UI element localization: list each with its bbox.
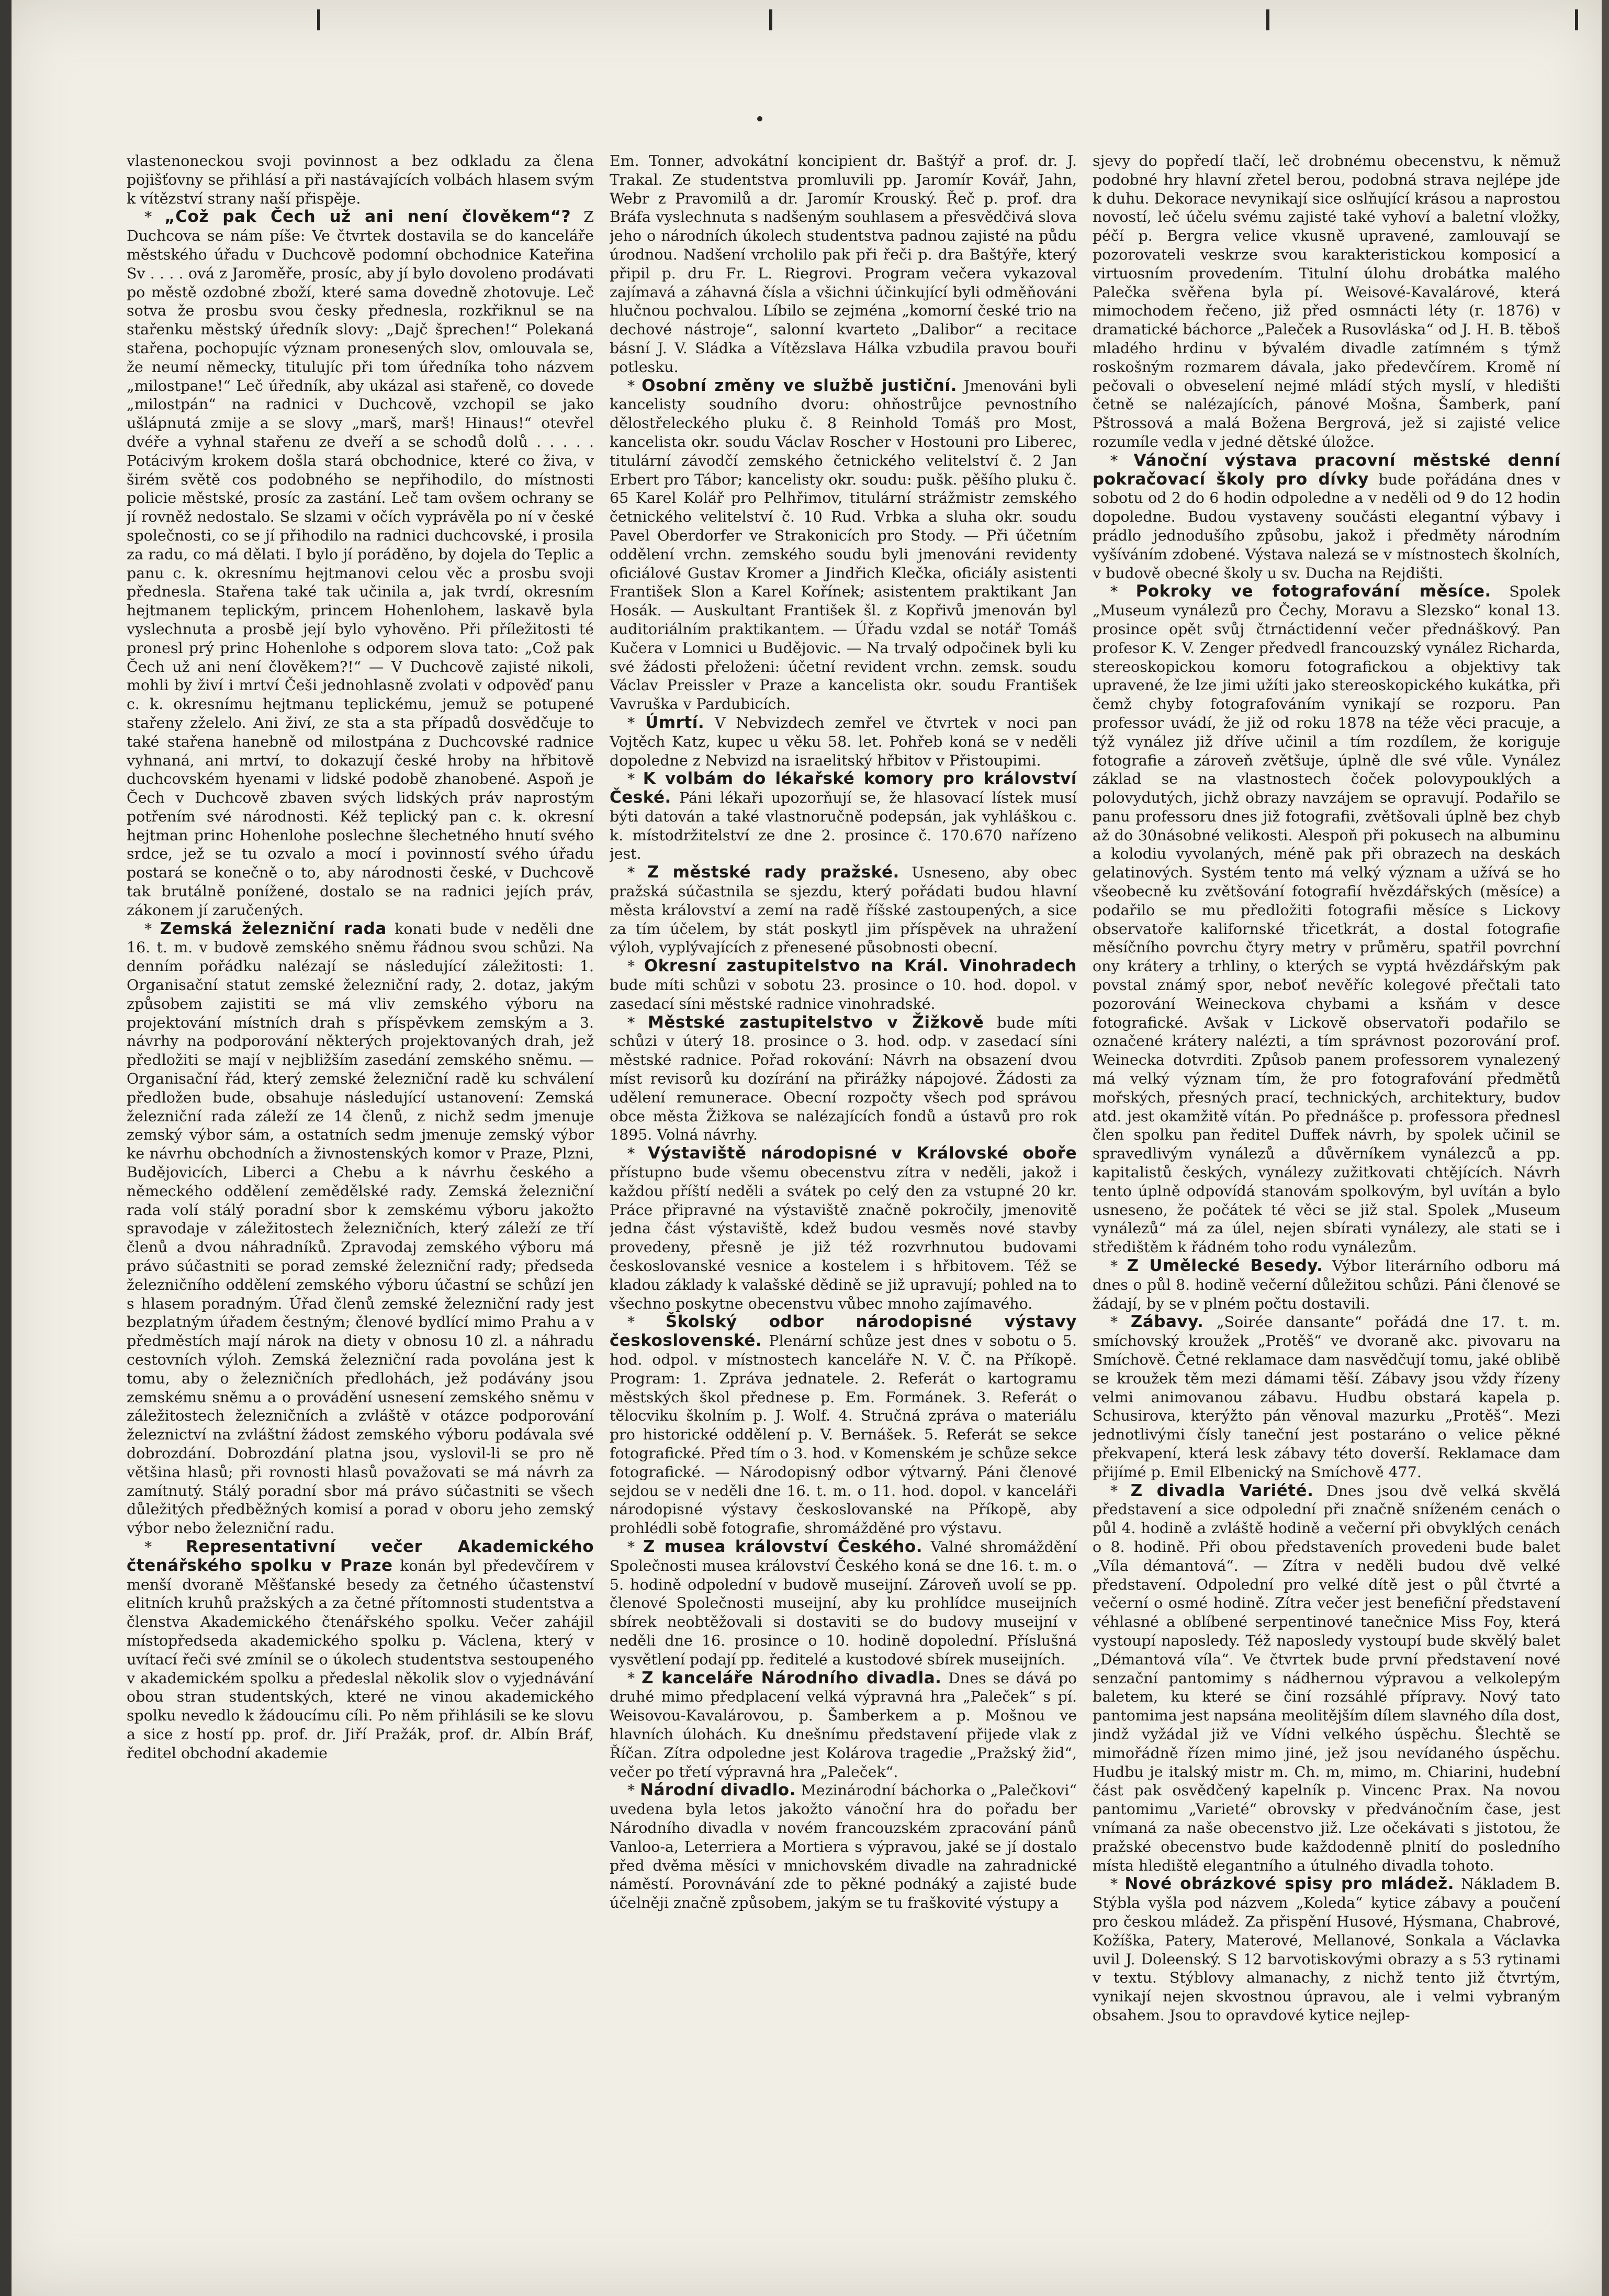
article-paragraph	[127, 152, 594, 208]
article-text: Výbor literárního odboru má dnes o půl 8. hodině večerní důležitou schůzi. Páni členové se žádají, by se v plném počtu dostavili.	[1093, 1257, 1560, 1312]
article-text: Páni lékaři upozorňují se, že hlasovací lístek musí býti datován a také vlastnoručně podepsán, jak vyhláškou c. k. místodržitelství ze dne 2. prosince č. 170.670 nařízeno jest.	[610, 789, 1077, 863]
article-paragraph: * Úmrtí. V Nebvizdech zemřel ve čtvrtek v noci pan Vojtěch Katz, kupec u věku 58. let. Pohřeb koná se v neděli dopoledne z Nebvizd na israelitský hřbitov v Přistoupimi.	[610, 713, 1077, 769]
article-heading: Zábavy.	[1130, 1312, 1204, 1332]
article-paragraph: * Z městské rady pražské. Usneseno, aby obec pražská súčastnila se sjezdu, který pořádati budou hlavní města království a zemí na radě říšské zastoupených, a sice za tím účelem, by stát poskytl jim příspěvek na uhražení výloh, vyplývajících z přenesené působnosti obecní.	[610, 863, 1077, 956]
article-paragraph: * Osobní změny ve službě justiční. Jmenováni byli kancelisty soudního dvoru: ohňostrůjce pevnostního dělostřeleckého pluku č. 8 Reinhold Tomáš pro Most, kancelista okr. soudu Václav Roscher v Hostouni pro Liberec, titulární závodčí zemského četnického velitelství č. 2 Jan Erbert pro Tábor; kancelisty okr. soudu: pušk. pěšího pluku č. 65 Karel Kolář pro Pelhřimov, titulární strážmistr zemského četnického velitelství č. 10 Rud. Vrbka a sluha okr. soudu Pavel Oberdorfer ve Strakonicích pro Stody. — Při účetním oddělení vrchn. zemského soudu byli jmenováni revidenty oficiálové Gustav Kromer a Jindřich Klečka, oficiály asistenti František Slon a Karel Kořínek; asistentem praktikant Jan Hosák. — Auskultant František šl. z Kopřivů jmenován byl auditoriálním praktikantem. — Úřadu vzdal se notář Tomáš Kučera v Lomnici u Budějovic. — Na trvalý odpočinek byli ku své žádosti přeloženi: účetní revident vrchn. zemsk. soudu Václav Preissler v Praze a kancelista okr. soudu František Vavruška v Pardubicích.	[610, 376, 1077, 713]
article-heading: Městské zastupitelstvo v Žižkově	[648, 1012, 984, 1032]
article-text: vlastenoneckou svoji povinnost a bez odkladu za člena pojišťovny se přihlásí a při nastávajících volbách hlasem svým k vítězství strany naší přispěje.	[127, 152, 594, 207]
article-paragraph: * Zábavy. „Soirée dansante“ pořádá dne 17. t. m. smíchovský kroužek „Protěš“ ve dvoraně akc. pivovaru na Smíchově. Četné reklamace dam nasvědčují tomu, jaké oblibě se kroužek těm mezi dámami těší. Zábavy jsou vždy řízeny velmi animovanou zábavu. Hudbu obstará kapela p. Schusirova, kterýžto pán věnoval mazurku „Protěš“. Mezi jednotlivými čísly taneční jest postaráno o velice pěkné překvapení, která lesk zábavy této doverší. Reklamace dam přijímé p. Emil Elbenický na Smíchově 477.	[1093, 1312, 1560, 1481]
article-heading: Representativní večer Akademického čtenářského spolku v Praze	[127, 1537, 594, 1575]
article-paragraph: * Výstaviště národopisné v Královské oboře přístupno bude všemu obecenstvu zítra v neděli, jakož i každou příští neděli a svátek po celý den za vstupné 20 kr. Práce připravné na výstaviště značně pokročily, jmenovitě jedna část výstaviště, kdež budou vesměs nové stavby provedeny, přesně je již též rozvrhnutou budovami českoslovanské vesnice a kostelem i s hřbitovem. Též se kladou základy k valašské dědině se již upravují; pohled na to všechno poskytne obecenstvu vůbec mnoho zajímavého.	[610, 1144, 1077, 1312]
column-middle	[610, 152, 1077, 2232]
article-heading: Z kanceláře Národního divadla.	[642, 1668, 942, 1687]
article-text: bude míti schůzi v úterý 18. prosince o 3. hod. odp. v zasedací síni městské radnice. Pořad rokování: Návrh na obsazení dvou míst revisorů ku dozírání na přirážky nápojové. Žádosti za udělení remunerace. Obecní rozpočty všech pod správou obce města Žižkova se nalézajících fondů a ústavů pro rok 1895. Volná návrhy.	[610, 1014, 1077, 1144]
article-heading: Vánoční výstava pracovní městské denní pokračovací školy pro dívky	[1093, 451, 1560, 489]
article-heading: K volbám do lékařské komory pro království České.	[610, 769, 1077, 807]
article-paragraph: * „Což pak Čech už ani není člověkem“? Z Duchcova se nám píše: Ve čtvrtek dostavila se do kanceláře městského úřadu v Duchcově podomní obchodnice Kateřina Sv . . . . ová z Jaroměře, prosíc, aby jí bylo dovoleno prodávati po městě ozdobné zboží, které sama dovedně zhotovuje. Leč sotva že prosbu svou česky přednesla, rozkřiknul se na stařenku městský úředník slovy: „Dajč šprechen!“ Polekaná stařena, pochopujíc význam pronesených slov, omlouvala se, že neumí německy, titulujíc při tom úředníka toho názvem „milostpane!“ Leč úředník, aby ukázal asi stařeně, co dovede „milostpán“ na radnici v Duchcově, vzchopil se jako ušlápnutá zmije a se slovy „marš, marš! Hinaus!“ otevřel dvéře a vyhnal stařenu ze dveří a se schodů dolů . . . . . Potácivým krokem došla stará obchodnice, které co živa, v širém světě cos podobného se nepřihodilo, do místnosti policie městské, prosíc za zastání. Leč tam ovšem ochrany se jí rovněž nedostalo. Se slzami v očích vyprávěla po ní v české společnosti, co se jí přihodilo na radnici duchcovské, i prosila za radu, co má dělati. I bylo jí poráděno, by dojela do Teplic a panu c. k. okresnímu hejtmanovi celou věc a prosbu svoji přednesla. Stařena také tak učinila a, jak tvrdí, okresním hejtmanem teplickým, princem Hohenlohem, laskavě byla vyslechnuta a prosbě její bylo vyhověno. Při příležitosti té pronesl prý princ Hohenlohe s odporem slova tato: „Což pak Čech už ani není člověkem?!“ — V Duchcově zajisté nikoli, mohli by živí i mrtví Češi jednohlasně zvolati v odpověď panu c. k. okresnímu hejtmanu teplickému, jemuž se potupené stařeny zželelo. Ani živí, ze sta a sta případů dosvědčuje to také stařena hanebně od milostpána z Duchcovské radnice vyhnaná, ani mrtví, to dokazují české hroby na hřbitově duchcovském hyenami v lidské podobě zhanobené. Aspoň je Čech v Duchcově zbaven svých lidských práv naprostým potřením své národnosti. Kéž teplický pan c. k. okresní hejtman princ Hohenlohe poslechne šlechetného hnutí svého srdce, jež se tu ozvalo a mocí i povinností svého úřadu postará se konečně o to, aby národnosti české, v Duchcově tak brutálně ponížené, dostalo se na radnici jejích práv, zákonem jí zaručených.	[127, 207, 594, 919]
article-text: bude míti schůzi v sobotu 23. prosince o 10. hod. dopol. v zasedací síni městské radnice vinohradské.	[610, 976, 1077, 1012]
article-text: „Soirée dansante“ pořádá dne 17. t. m. smíchovský kroužek „Protěš“ ve dvoraně akc. pivovaru na Smíchově. Četné reklamace dam nasvědčují tomu, jaké oblibě se kroužek těm mezi dámami těší. Zábavy jsou vždy řízeny velmi animovanou zábavu. Hudbu obstará kapela p. Schusirova, kterýžto pán věnoval mazurku „Protěš“. Mezi jednotlivými čísly taneční jest postaráno o velice pěkné překvapení, která lesk zábavy této doverší. Reklamace dam přijímé p. Emil Elbenický na Smíchově 477.	[1093, 1313, 1560, 1481]
article-paragraph	[1093, 152, 1560, 452]
article-paragraph: * Pokroky ve fotografování měsíce. Spolek „Museum vynálezů pro Čechy, Moravu a Slezsko“ konal 13. prosince opět svůj čtrnáctidenní večer přednáškový. Pan profesor K. V. Zenger předvedl francouzský vynález Richarda, stereoskopickou komoru fotografickou a objektivy tak upravené, že lze jimi užíti jako stereoskopického kukátka, při čemž chyby fotografováním vynikají se rozporu. Pan professor uvádí, že již od roku 1878 na téže věci pracuje, a týž vynález již dříve učinil a tím rozdílem, že koriguje fotografie a zároveň zvětšuje, úplně dle své vůle. Vynález základ se na vlastnostech čoček polovypouklých a polovydutých, jichž obrazy navzájem se opravují. Podařilo se panu professoru dnes již fotografii, zvětšovali úplně bez chyb až do 30násobné velikosti. Alespoň při pokusech na albuminu a kolodiu vyvolaných, méně pak při obrazech na deskách gelatinových. Systém tento má velký význam a užívá se ho všeobecně ku zvětšování fotografií hvězdářských (měsíce) a podařilo se mu předložiti fotografii měsíce s Lickovy observatoře kalifornské třicetkrát, a dostal fotografie měsíčního povrchu čtyry metry v průměru, spatřil povrchní ony krátery a trhliny, o kterých se vyptá hvězdářským pak povstal známý spor, neboť nevěříc kolegové přečtali tato pozorování Weineckova chybami a ksňám v desce fotografické. Avšak v Lickově observatoři podařilo se označené krátery nalézti, a tím správnost pozorování prof. Weinecka dotvrditi. Způsob panem professorem vynalezený má velký význam tím, že pro fotografování předmětů mořských, přesných prací, technických, architektury, budov atd. jest okamžitě vítán. Po přednášce p. professora přednesl člen spolku pan ředitel Duffek návrh, by spolek učinil se spravedlivým vynálezů a důvěrníkem vynálezců a pp. kapitalistů českých, vynálezy zužitkovati chtějících. Návrh tento úplně odpovídá stanovám spolkovým, byl uvítán a bylo usneseno, že počátek té věci se již stal. Spolek „Museum vynálezů“ má za úlel, nejen sbírati vynálezy, ale stati se i středištěm k řádném toho rodu vynálezům.	[1093, 582, 1560, 1256]
article-text: Em. Tonner, advokátní koncipient dr. Baštýř a prof. dr. J. Trakal. Ze studentstva promluvili pp. Jaromír Kovář, Jahn, Webr z Pravomilů a dr. Jaromír Krouský. Řeč p. prof. dra Bráfa vyslechnuta s nadšeným souhlasem a přesvědčivá slova jeho o národních úkolech studentstva padnou zajisté na půdu úrodnou. Nadšení vrcholilo pak při řeči p. dra Baštýře, který připil p. dru Fr. L. Riegrovi. Program večera vykazoval zajímavá a záhavná čísla a všichni účinkující byli odměňováni hlučnou pochvalou. Líbilo se zejména „komorní české trio na dechové nástroje“, salonní kvarteto „Dalibor“ a recitace básní J. V. Sládka a Vítězslava Hálka vzbudila pravou bouři potlesku.	[610, 152, 1077, 376]
scan-mark	[1266, 9, 1269, 30]
article-text: konati bude v neděli dne 16. t. m. v budově zemského sněmu řádnou svou schůzi. Na denním pořádku nalézají se následující záležitosti: 1. Organisační statut zemské železniční rady, 2. dotaz, jakým způsobem zajistiti se má vliv zemského výboru na projektování místních drah s příspěvkem zemským a 3. návrhy na podporování některých projektovaných drah, jež předložiti se mají v nejbližším zasedání zemského sněmu. — Organisační řád, který zemské železniční radě ku schválení předložen bude, obsahuje následující ustanovení: Zemská železniční rada záleží ze 14 členů, z nichž sedm jmenuje zemský výbor sám, a ostatních sedm jmenuje zemský výbor ke návrhu obchodních a živnostenských komor v Praze, Plzni, Budějovicích, Liberci a Chebu a k návrhu českého a německého oddělení zemědělské rady. Zemská železniční rada volí stálý poradní sbor k zemskému výboru jakožto spravodaje v záležitostech železničních, který záleží ze tří členů a dvou náhradníků. Zpravodaj zemského výboru má právo súčastniti se porad zemské železniční rady; předseda železničního oddělení zemského výboru účastní se schůzí jen s hlasem poradným. Úřad členů zemské železniční rady jest bezplatným úřadem čestným; členové bydlící mimo Prahu a v předměstích mají nárok na diety v obnosu 10 zl. a náhradu cestovních výloh. Zemská železniční rada povolána jest k tomu, aby o železničních předlohách, jež podávány jsou zemskému sněmu a o provádění usnesení zemského sněmu v záležitostech železničních a zvláště v otázce podporování železnictví na zvláštní žádost zemského výboru podávala své dobrozdání. Dobrozdání platna jsou, vyslovil-li se pro ně většina hlasů; při rovnosti hlasů považovati se má návrh za zamítnutý. Stálý poradní sbor má právo súčastniti se všech důležitých předběžných komisí a porad v oboru jeho zemský výbor nebo železniční radu.	[127, 920, 594, 1537]
article-paragraph: * Národní divadlo. Mezinárodní báchorka o „Palečkovi“ uvedena byla letos jakožto vánoční hra do pořadu ber Národního divadla v novém francouzském zpracování pánů Vanloo-a, Leterriera a Mortiera s výpravou, jaké se jí dostalo před dvěma měsíci v mnichovském divadle na zahradnické náměstí. Porovnávání zde to pěkné podnáký a zajisté bude účelněji značně způsobem, jakým se tu fraškovité výstupy a	[610, 1781, 1077, 1912]
article-text: Jmenováni byli kancelisty soudního dvoru: ohňostrůjce pevnostního dělostřeleckého pluku č. 8 Reinhold Tomáš pro Most, kancelista okr. soudu Václav Roscher v Hostouni pro Liberec, titulární závodčí zemského četnického velitelství č. 2 Jan Erbert pro Tábor; kancelisty okr. soudu: pušk. pěšího pluku č. 65 Karel Kolář pro Pelhřimov, titulární strážmistr zemského četnického velitelství č. 10 Rud. Vrbka a sluha okr. soudu Pavel Oberdorfer ve Strakonicích pro Stody. — Při účetním oddělení vrchn. zemského soudu byli jmenováni revidenty oficiálové Gustav Kromer a Jindřich Klečka, oficiály asistenti František Slon a Karel Kořínek; asistentem praktikant Jan Hosák. — Auskultant František šl. z Kopřivů jmenován byl auditoriálním praktikantem. — Úřadu vzdal se notář Tomáš Kučera v Lomnici u Budějovic. — Na trvalý odpočinek byli ku své žádosti přeloženi: účetní revident vrchn. zemsk. soudu Václav Preissler v Praze a kancelista okr. soudu František Vavruška v Pardubicích.	[610, 377, 1077, 713]
text-columns	[127, 152, 1560, 2232]
article-heading: Výstaviště národopisné v Královské oboře	[647, 1144, 1077, 1163]
scan-mark	[317, 9, 320, 30]
article-heading: Z musea království Českého.	[643, 1537, 923, 1556]
article-text: Z Duchcova se nám píše: Ve čtvrtek dostavila se do kanceláře městského úřadu v Duchcově podomní obchodnice Kateřina Sv . . . . ová z Jaroměře, prosíc, aby jí bylo dovoleno prodávati po městě ozdobné zboží, které sama dovedně zhotovuje. Leč sotva že prosbu svou česky přednesla, rozkřiknul se na stařenku městský úředník slovy: „Dajč šprechen!“ Polekaná stařena, pochopujíc význam pronesených slov, omlouvala se, že neumí německy, titulujíc při tom úředníka toho názvem „milostpane!“ Leč úředník, aby ukázal asi stařeně, co dovede „milostpán“ na radnici v Duchcově, vzchopil se jako ušlápnutá zmije a se slovy „marš, marš! Hinaus!“ otevřel dvéře a vyhnal stařenu ze dveří a se schodů dolů . . . . . Potácivým krokem došla stará obchodnice, které co živa, v širém světě cos podobného se nepřihodilo, do místnosti policie městské, prosíc za zastání. Leč tam ovšem ochrany se jí rovněž nedostalo. Se slzami v očích vyprávěla po ní v české společnosti, co se jí přihodilo na radnici duchcovské, i prosila za radu, co má dělati. I bylo jí poráděno, by dojela do Teplic a panu c. k. okresnímu hejtmanovi celou věc a prosbu svoji přednesla. Stařena také tak učinila a, jak tvrdí, okresním hejtmanem teplickým, princem Hohenlohem, laskavě byla vyslechnuta a prosbě její bylo vyhověno. Při příležitosti té pronesl prý princ Hohenlohe s odporem slova tato: „Což pak Čech už ani není člověkem?!“ — V Duchcově zajisté nikoli, mohli by živí i mrtví Češi jednohlasně zvolati v odpověď panu c. k. okresnímu hejtmanu teplickému, jemuž se potupené stařeny zželelo. Ani živí, ze sta a sta případů dosvědčuje to také stařena hanebně od milostpána z Duchcovské radnice vyhnaná, ani mrtví, to dokazují české hroby na hřbitově duchcovském hyenami v lidské podobě zhanobené. Aspoň je Čech v Duchcově zbaven svých lidských práv naprostým potřením své národnosti. Kéž teplický pan c. k. okresní hejtman princ Hohenlohe poslechne šlechetného hnutí svého srdce, jež se tu ozvalo a mocí i povinností svého úřadu postará se konečně o to, aby národnosti české, v Duchcově tak brutálně ponížené, dostalo se na radnici jejích práv, zákonem jí zaručených.	[127, 208, 594, 919]
scan-edge-left	[0, 0, 12, 2296]
article-heading: Z divadla Variété.	[1130, 1481, 1314, 1500]
print-dot	[757, 116, 762, 121]
article-text: Usneseno, aby obec pražská súčastnila se sjezdu, který pořádati budou hlavní města království a zemí na radě říšské zastoupených, a sice za tím účelem, by stát poskytl jim příspěvek na uhražení výloh, vyplývajících z přenesené působnosti obecní.	[610, 864, 1077, 956]
article-heading: Okresní zastupitelstvo na Král. Vinohradech	[644, 956, 1077, 976]
article-text: Valné shromáždění Společnosti musea království Českého koná se dne 16. t. m. o 5. hodině odpolední v budově museijní. Zároveň uvolí se pp. členové Společnosti museijní, aby ku prohlídce museijních sbírek neobtěžovali si dostaviti se do budovy museijní v neděli dne 16. prosince o 10. hodině dopolední. Příslušná vysvětlení podají pp. ředitelé a kustodové sbírek museijních.	[610, 1538, 1077, 1668]
article-paragraph: * Representativní večer Akademického čtenářského spolku v Praze konán byl předevčírem v menší dvoraně Měšťanské besedy za četného účastenství elitních kruhů pražských a za četné přítomnosti studentstva a členstva Akademického čtenářského spolku. Večer zahájil místopředseda akademického spolku p. Václena, který v uvítací řeči své zmínil se o úkolech studentstva sestoupeného v akademickém spolku a předeslal několik slov o vyjednávání obou stran studentských, které ne vinou akademického spolku nevedlo k žádoucímu cíli. Po něm přihlásili se ke slovu a sice z hostí pp. prof. dr. Jiří Pražák, prof. dr. Albín Bráf, ředitel obchodní akademie	[127, 1537, 594, 1762]
article-heading: Úmrtí.	[645, 713, 705, 732]
article-paragraph: * Z musea království Českého. Valné shromáždění Společnosti musea království Českého koná se dne 16. t. m. o 5. hodině odpolední v budově museijní. Zároveň uvolí se pp. členové Společnosti museijní, aby ku prohlídce museijních sbírek neobtěžovali si dostaviti se do budovy museijní v neděli dne 16. prosince o 10. hodině dopolední. Příslušná vysvětlení podají pp. ředitelé a kustodové sbírek museijních.	[610, 1537, 1077, 1668]
article-heading: Školský odbor národopisné výstavy československé.	[610, 1312, 1077, 1350]
scan-mark	[1575, 9, 1578, 30]
article-heading: Zemská železniční rada	[160, 919, 387, 938]
article-text: konán byl předevčírem v menší dvoraně Měšťanské besedy za četného účastenství elitních kruhů pražských a za četné přítomnosti studentstva a členstva Akademického čtenářského spolku. Večer zahájil místopředseda akademického spolku p. Václena, který v uvítací řeči své zmínil se o úkolech studentstva sestoupeného v akademickém spolku a předeslal několik slov o vyjednávání obou stran studentských, které ne vinou akademického spolku nevedlo k žádoucímu cíli. Po něm přihlásili se ke slovu a sice z hostí pp. prof. dr. Jiří Pražák, prof. dr. Albín Bráf, ředitel obchodní akademie	[127, 1557, 594, 1762]
article-paragraph: * Vánoční výstava pracovní městské denní pokračovací školy pro dívky bude pořádána dnes v sobotu od 2 do 6 hodin odpoledne a v neděli od 9 do 12 hodin dopoledne. Budou vystaveny součásti elegantní výbavy i prádlo jednodušího způsobu, jakož i předměty národním vyšíváním zdobené. Výstava nalezá se v místnostech školních, v budově obecné školy u sv. Ducha na Rejdišti.	[1093, 451, 1560, 582]
article-text: Plenární schůze jest dnes v sobotu o 5. hod. odpol. v místnostech kanceláře N. V. Č. na Příkopě. Program: 1. Zpráva jednatele. 2. Referát o kartogramu městských škol přednese p. Em. Formánek. 3. Referát o tělocviku školním p. J. Wolf. 4. Stručná zpráva o materiálu pro historické oddělení p. V. Bernášek. 5. Referát se sekce fotografické. Před tím o 3. hod. v Komenském je schůze sekce fotografické. — Národopisný odbor výtvarný. Páni členové sejdou se v neděli dne 16. t. m. o 11. hod. dopol. v kanceláři národopisné výstavy českoslovanské na Příkopě, aby prohlédli sobě fotografie, shromážděné pro výstavu.	[610, 1332, 1077, 1537]
article-paragraph: * Nové obrázkové spisy pro mládež. Nákladem B. Stýbla vyšla pod názvem „Koleda“ kytice zábavy a poučení pro českou mládež. Za přispění Husové, Hýsmana, Chabrové, Kožíška, Patery, Materové, Mellanové, Sonkala a Václavka uvil J. Doleenský. S 12 barvotiskovými obrazy a s 53 rytinami v textu. Stýblovy almanachy, z nichž tento již čtvrtým, vynikají nejen skvostnou úpravou, ale i velmi vybraným obsahem. Jsou to opravdové kytice nejlep-	[1093, 1874, 1560, 2024]
scan-mark	[769, 9, 772, 30]
column-right	[1093, 152, 1560, 2232]
article-text: přístupno bude všemu obecenstvu zítra v neděli, jakož i každou příští neděli a svátek po celý den za vstupné 20 kr. Práce připravné na výstaviště značně pokročily, jmenovitě jedna část výstaviště, kdež budou vesměs nové stavby provedeny, přesně je již též rozvrhnutou budovami českoslovanské vesnice a kostelem i s hřbitovem. Též se kladou základy k valašské dědině se již upravují; pohled na to všechno poskytne obecenstvu vůbec mnoho zajímavého.	[610, 1164, 1077, 1312]
article-heading: Osobní změny ve službě justiční.	[642, 376, 957, 395]
article-paragraph: * K volbám do lékařské komory pro království České. Páni lékaři upozorňují se, že hlasovací lístek musí býti datován a také vlastnoručně podepsán, jak vyhláškou c. k. místodržitelství ze dne 2. prosince č. 170.670 nařízeno jest.	[610, 769, 1077, 863]
article-text: sjevy do popředí tlačí, leč drobnému obecenstvu, k němuž podobné hry hlavní zřetel berou, podobná strava nejlépe jde k duhu. Dekorace nevynikají sice oslňující krásou a naprostou novostí, leč účelu svému zajisté také vyhoví a baletní vložky, péčí p. Bergra velice vkusně upravené, zamlouvají se pozorovateli veskrze svou karakteristickou komposicí a virtuosním provedením. Titulní úlohu drobátka malého Palečka svěřena byla pí. Weisové-Kavalárové, která mimochodem řečeno, již před osmnácti léty (r. 1876) v dramatické báchorce „Paleček a Rusovláska“ od J. H. B. těboš mladého hrdinu v bývalém divadle zatímném s týmž roskošným rozmarem dávala, jako předevčírem. Kromě ní pečovali o obveselení nejmé mládí stých myslí, v hledišti četně se nalézajících, pánové Mošna, Šamberk, paní Pštrossová a malá Božena Bergrová, jež si zajisté velice rozumíle vedla v jedné dětské úložce.	[1093, 152, 1560, 451]
article-paragraph: * Okresní zastupitelstvo na Král. Vinohradech bude míti schůzi v sobotu 23. prosince o 10. hod. dopol. v zasedací síni městské radnice vinohradské.	[610, 956, 1077, 1012]
article-heading: Nové obrázkové spisy pro mládež.	[1124, 1874, 1454, 1894]
article-paragraph: * Z Umělecké Besedy. Výbor literárního odboru má dnes o půl 8. hodině večerní důležitou schůzi. Páni členové se žádají, by se v plném počtu dostavili.	[1093, 1256, 1560, 1312]
column-left	[127, 152, 594, 2232]
article-paragraph	[610, 152, 1077, 377]
article-paragraph: * Z kanceláře Národního divadla. Dnes se dává po druhé mimo předplacení velká výpravná hra „Paleček“ s pí. Weisovou-Kavalárovou, p. Šamberkem a p. Mošnou ve hlavních úlohách. Ku dnešnímu představení přijede vlak z Říčan. Zítra odpoledne jest Kolárova tragedie „Pražský žid“, večer po třetí výpravná hra „Paleček“.	[610, 1668, 1077, 1781]
article-text: Dnes se dává po druhé mimo předplacení velká výpravná hra „Paleček“ s pí. Weisovou-Kavalárovou, p. Šamberkem a p. Mošnou ve hlavních úlohách. Ku dnešnímu představení přijede vlak z Říčan. Zítra odpoledne jest Kolárova tragedie „Pražský žid“, večer po třetí výpravná hra „Paleček“.	[610, 1669, 1077, 1781]
article-heading: Z Umělecké Besedy.	[1127, 1256, 1323, 1276]
article-text: Spolek „Museum vynálezů pro Čechy, Moravu a Slezsko“ konal 13. prosince opět svůj čtrnáctidenní večer přednáškový. Pan profesor K. V. Zenger předvedl francouzský vynález Richarda, stereoskopickou komoru fotografickou a objektivy tak upravené, že lze jimi užíti jako stereoskopického kukátka, při čemž chyby fotografováním vynikají se rozporu. Pan professor uvádí, že již od roku 1878 na téže věci pracuje, a týž vynález již dříve učinil a tím rozdílem, že koriguje fotografie a zároveň zvětšuje, úplně dle své vůle. Vynález základ se na vlastnostech čoček polovypouklých a polovydutých, jichž obrazy navzájem se opravují. Podařilo se panu professoru dnes již fotografii, zvětšovali úplně bez chyb až do 30násobné velikosti. Alespoň při pokusech na albuminu a kolodiu vyvolaných, méně pak při obrazech na deskách gelatinových. Systém tento má velký význam a užívá se ho všeobecně ku zvětšování fotografií hvězdářských (měsíce) a podařilo se mu předložiti fotografii měsíce s Lickovy observatoře kalifornské třicetkrát, a dostal fotografie měsíčního povrchu čtyry metry v průměru, spatřil povrchní ony krátery a trhliny, o kterých se vyptá hvězdářským pak povstal známý spor, neboť nevěříc kolegové přečtali tato pozorování Weineckova chybami a ksňám v desce fotografické. Avšak v Lickově observatoři podařilo se označené krátery nalézti, a tím správnost pozorování prof. Weinecka dotvrditi. Způsob panem professorem vynalezený má velký význam tím, že pro fotografování předmětů mořských, přesných prací, technických, architektury, budov atd. jest okamžitě vítán. Po přednášce p. professora přednesl člen spolku pan ředitel Duffek návrh, by spolek učinil se spravedlivým vynálezů a důvěrníkem vynálezců a pp. kapitalistů českých, vynálezy zužitkovati chtějících. Návrh tento úplně odpovídá stanovám spolkovým, byl uvítán a bylo usneseno, že počátek té věci se již stal. Spolek „Museum vynálezů“ má za úlel, nejen sbírati vynálezy, ale stati se i středištěm k řádném toho rodu vynálezům.	[1093, 583, 1560, 1256]
article-paragraph: * Zemská železniční rada konati bude v neděli dne 16. t. m. v budově zemského sněmu řádnou svou schůzi. Na denním pořádku nalézají se následující záležitosti: 1. Organisační statut zemské železniční rady, 2. dotaz, jakým způsobem zajistiti se má vliv zemského výboru na projektování místních drah s příspěvkem zemským a 3. návrhy na podporování některých projektovaných drah, jež předložiti se mají v nejbližším zasedání zemského sněmu. — Organisační řád, který zemské železniční radě ku schválení předložen bude, obsahuje následující ustanovení: Zemská železniční rada záleží ze 14 členů, z nichž sedm jmenuje zemský výbor sám, a ostatních sedm jmenuje zemský výbor ke návrhu obchodních a živnostenských komor v Praze, Plzni, Budějovicích, Liberci a Chebu a k návrhu českého a německého oddělení zemědělské rady. Zemská železniční rada volí stálý poradní sbor k zemskému výboru jakožto spravodaje v záležitostech železničních, který záleží ze tří členů a dvou náhradníků. Zpravodaj zemského výboru má právo súčastniti se porad zemské železniční rady; předseda železničního oddělení zemského výboru účastní se schůzí jen s hlasem poradným. Úřad členů zemské železniční rady jest bezplatným úřadem čestným; členové bydlící mimo Prahu a v předměstích mají nárok na diety v obnosu 10 zl. a náhradu cestovních výloh. Zemská železniční rada povolána jest k tomu, aby o železničních předlohách, jež podávány jsou zemskému sněmu a o provádění usnesení zemského sněmu v záležitostech železničních a zvláště v otázce podporování železnictví na zvláštní žádost zemského výboru podávala své dobrozdání. Dobrozdání platna jsou, vyslovil-li se pro ně většina hlasů; při rovnosti hlasů považovati se má návrh za zamítnutý. Stálý poradní sbor má právo súčastniti se všech důležitých předběžných komisí a porad v oboru jeho zemský výbor nebo železniční radu.	[127, 919, 594, 1537]
article-heading: „Což pak Čech už ani není člověkem“?	[164, 207, 571, 227]
article-text: Nákladem B. Stýbla vyšla pod názvem „Koleda“ kytice zábavy a poučení pro českou mládež. Za přispění Husové, Hýsmana, Chabrové, Kožíška, Patery, Materové, Mellanové, Sonkala a Václavka uvil J. Doleenský. S 12 barvotiskovými obrazy a s 53 rytinami v textu. Stýblovy almanachy, z nichž tento již čtvrtým, vynikají nejen skvostnou úpravou, ale i velmi vybraným obsahem. Jsou to opravdové kytice nejlep-	[1093, 1875, 1560, 2024]
article-text: Dnes jsou dvě velká skvělá představení a sice odpolední při značně sníženém cenách o půl 4. hodině a zvláště hodině a večerní při obvyklých cenách o 8. hodině. Při obou představeních provedeni bude balet „Víla démantová“. — Zítra v neděli budou dvě velké představení. Odpolední pro velké dítě jest o půl čtvrté a večerní o osmé hodině. Zítra večer jest benefiční představení véhlasné a oblíbené serpentinové tanečnice Miss Foy, která vystoupí naposledy. Též naposledy vystoupí bude skvělý balet „Démantová víla“. Ve čtvrtek bude první představení nové senzační pantomimy s nádhernou výpravou a velkolepým baletem, ku které se činí rozsáhlé přípravy. Nový tato pantomima jest napsána meolitějším dílem slavného díla dost, jindž vyžádal již ve Vídni velkého úspěchu. Šlechtě se mimořádně řízen mimo jiné, jež jsou nevídaného úspěchu. Hudbu je italský mistr m. Ch. m, mimo, m. Chiarini, hudební část pak osvědčený kapelník p. Vincenc Prax. Na novou pantomimu „Varieté“ obrovsky v předvánočním čase, jest vnímaná za naše obecenstvo již. Lze očekávati s jistotou, že pražské obecenstvo bude každodenně plnití do posledního místa hlediště elegantního a útulného divadla tohoto.	[1093, 1482, 1560, 1874]
article-text: Mezinárodní báchorka o „Palečkovi“ uvedena byla letos jakožto vánoční hra do pořadu ber Národního divadla v novém francouzském zpracování pánů Vanloo-a, Leterriera a Mortiera s výpravou, jaké se jí dostalo před dvěma měsíci v mnichovském divadle na zahradnické náměstí. Porovnávání zde to pěkné podnáký a zajisté bude účelněji značně způsobem, jakým se tu fraškovité výstupy a	[610, 1782, 1077, 1912]
article-heading: Z městské rady pražské.	[647, 863, 899, 882]
article-text: V Nebvizdech zemřel ve čtvrtek v noci pan Vojtěch Katz, kupec u věku 58. let. Pohřeb koná se v neděli dopoledne z Nebvizd na israelitský hřbitov v Přistoupimi.	[610, 714, 1077, 769]
article-heading: Pokroky ve fotografování měsíce.	[1135, 582, 1491, 601]
article-paragraph: * Školský odbor národopisné výstavy československé. Plenární schůze jest dnes v sobotu o 5. hod. odpol. v místnostech kanceláře N. V. Č. na Příkopě. Program: 1. Zpráva jednatele. 2. Referát o kartogramu městských škol přednese p. Em. Formánek. 3. Referát o tělocviku školním p. J. Wolf. 4. Stručná zpráva o materiálu pro historické oddělení p. V. Bernášek. 5. Referát se sekce fotografické. Před tím o 3. hod. v Komenském je schůze sekce fotografické. — Národopisný odbor výtvarný. Páni členové sejdou se v neděli dne 16. t. m. o 11. hod. dopol. v kanceláři národopisné výstavy českoslovanské na Příkopě, aby prohlédli sobě fotografie, shromážděné pro výstavu.	[610, 1312, 1077, 1537]
article-paragraph: * Z divadla Variété. Dnes jsou dvě velká skvělá představení a sice odpolední při značně sníženém cenách o půl 4. hodině a zvláště hodině a večerní při obvyklých cenách o 8. hodině. Při obou představeních provedeni bude balet „Víla démantová“. — Zítra v neděli budou dvě velké představení. Odpolední pro velké dítě jest o půl čtvrté a večerní o osmé hodině. Zítra večer jest benefiční představení véhlasné a oblíbené serpentinové tanečnice Miss Foy, která vystoupí naposledy. Též naposledy vystoupí bude skvělý balet „Démantová víla“. Ve čtvrtek bude první představení nové senzační pantomimy s nádhernou výpravou a velkolepým baletem, ku které se činí rozsáhlé přípravy. Nový tato pantomima jest napsána meolitějším dílem slavného díla dost, jindž vyžádal již ve Vídni velkého úspěchu. Šlechtě se mimořádně řízen mimo jiné, jež jsou nevídaného úspěchu. Hudbu je italský mistr m. Ch. m, mimo, m. Chiarini, hudební část pak osvědčený kapelník p. Vincenc Prax. Na novou pantomimu „Varieté“ obrovsky v předvánočním čase, jest vnímaná za naše obecenstvo již. Lze očekávati s jistotou, že pražské obecenstvo bude každodenně plnití do posledního místa hlediště elegantního a útulného divadla tohoto.	[1093, 1481, 1560, 1874]
article-text: bude pořádána dnes v sobotu od 2 do 6 hodin odpoledne a v neděli od 9 do 12 hodin dopoledne. Budou vystaveny součásti elegantní výbavy i prádlo jednodušího způsobu, jakož i předměty národním vyšíváním zdobené. Výstava nalezá se v místnostech školních, v budově obecné školy u sv. Ducha na Rejdišti.	[1093, 470, 1560, 582]
scan-edge-right	[1602, 0, 1609, 2296]
article-heading: Národní divadlo.	[640, 1781, 796, 1800]
article-paragraph: * Městské zastupitelstvo v Žižkově bude míti schůzi v úterý 18. prosince o 3. hod. odp. v zasedací síni městské radnice. Pořad rokování: Návrh na obsazení dvou míst revisorů ku dozírání na přirážky nápojové. Žádosti za udělení remunerace. Obecní rozpočty všech pod správou obce města Žižkova se nalézajících fondů a ústavů pro rok 1895. Volná návrhy.	[610, 1012, 1077, 1144]
